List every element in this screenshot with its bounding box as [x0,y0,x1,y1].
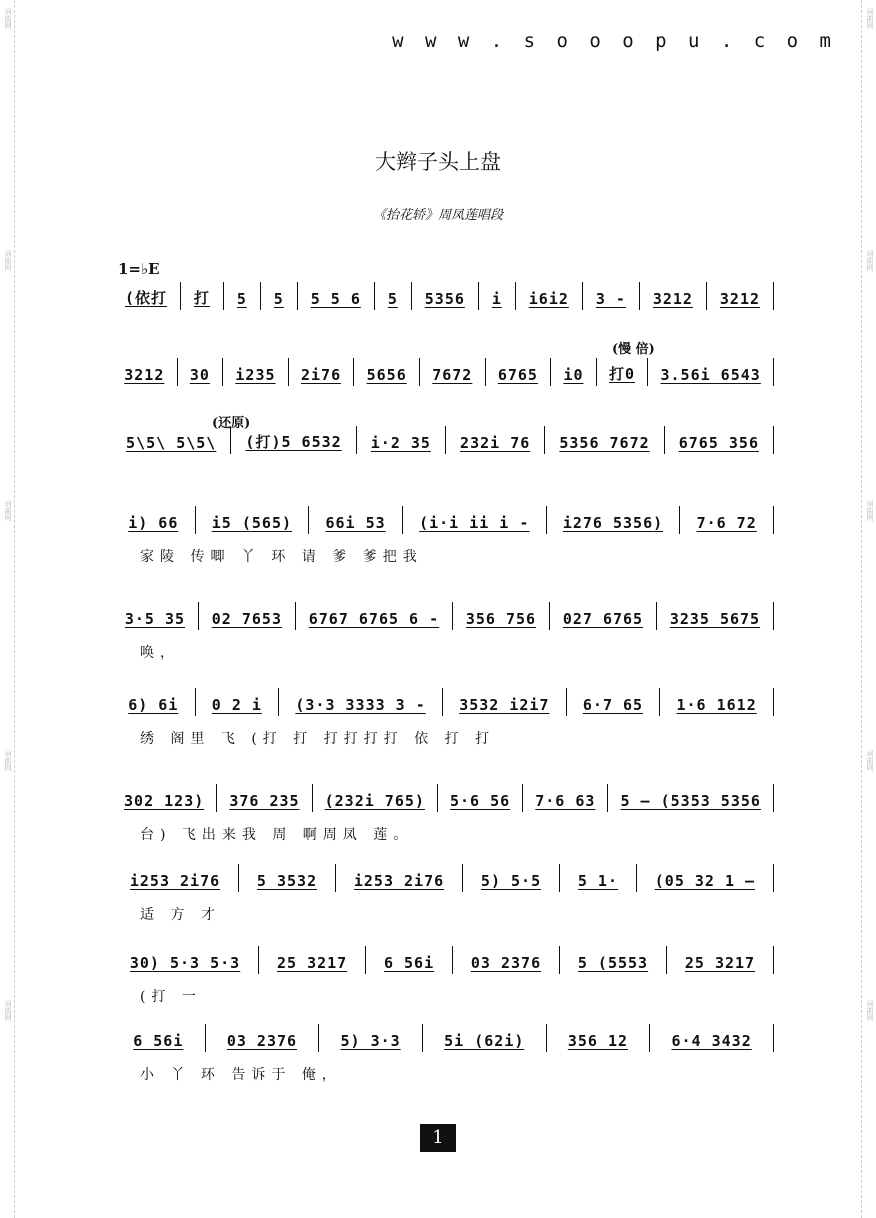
measure: 3212 [640,282,707,310]
measure: 30 [178,358,224,386]
measure: 6) 6i [112,688,196,716]
measure: 5356 7672 [545,426,664,454]
measure: 25 3217 [259,946,366,974]
measure: 02 7653 [199,602,296,630]
right-margin-strip [861,0,876,1218]
measure: 打0 [597,358,649,386]
measure: 3532 i2i7 [443,688,567,716]
measure: 232i 76 [446,426,545,454]
side-watermark-left: 词曲网 [4,500,12,521]
side-watermark-right: 词曲网 [866,8,874,29]
score-line [112,364,774,386]
score-line [112,790,774,812]
side-watermark-left: 词曲网 [4,250,12,271]
measure: 5356 [412,282,479,310]
measure: 7·6 72 [680,506,774,534]
measure: 5656 [354,358,420,386]
measure: 5 (5553 [560,946,667,974]
measure: 6765 [486,358,552,386]
measure: (i·i ii i - [403,506,547,534]
measure: 5 [261,282,298,310]
measure: 0 2 i [196,688,280,716]
side-watermark-left: 词曲网 [4,1000,12,1021]
measure: 30) 5·3 5·3 [112,946,259,974]
left-margin-strip [0,0,15,1218]
measure: i5 (565) [196,506,310,534]
measure: 5\5\ 5\5\ [112,426,231,454]
measure: 打 [181,282,224,310]
lyric-line: 家陵 传唧 丫 环 请 爹 爹把我 [140,549,423,565]
measure: 6767 6765 6 - [296,602,453,630]
tempo-annotation-slow: (慢 倍) [612,342,655,357]
lyric-line: 小 丫 环 告诉于 俺， [140,1067,342,1083]
measure: 356 12 [547,1024,651,1052]
measure: 3.56i 6543 [648,358,774,386]
measure: i) 66 [112,506,196,534]
score-line [112,432,774,454]
measure: 3212 [112,358,178,386]
measure: (打)5 6532 [231,426,356,454]
measure: (232i 765) [313,784,438,812]
measure: 5i (62i) [423,1024,547,1052]
measure: i235 [223,358,289,386]
measure: 25 3217 [667,946,774,974]
measure: i253 2i76 [112,864,239,892]
measure: i0 [551,358,597,386]
measure: 3 - [583,282,640,310]
measure: 5 [375,282,412,310]
score-line [112,870,774,892]
measure: i6i2 [516,282,583,310]
score-line [112,952,774,974]
measure: 5) 3·3 [319,1024,423,1052]
measure: 027 6765 [550,602,657,630]
site-url: w w w . s o o o p u . c o m [392,30,836,52]
measure: i·2 35 [357,426,446,454]
measure: (3·3 3333 3 - [279,688,443,716]
measure: 6·7 65 [567,688,661,716]
measure: 5 — (5353 5356 [608,784,774,812]
measure: i276 5356) [547,506,681,534]
measure: 356 756 [453,602,550,630]
song-title: 大辫子头上盘 [375,150,501,174]
side-watermark-right: 词曲网 [866,250,874,271]
measure: 03 2376 [453,946,560,974]
measure: i253 2i76 [336,864,463,892]
measure: 6·4 3432 [650,1024,774,1052]
measure: 302 123) [112,784,217,812]
score-line [112,608,774,630]
measure: 1·6 1612 [660,688,774,716]
measure: 5 5 6 [298,282,375,310]
measure: (依打 [112,282,181,310]
tempo-annotation-restore: (还原) [212,416,251,431]
measure: 5 3532 [239,864,336,892]
measure: 3·5 35 [112,602,199,630]
lyric-line: 唤， [140,645,180,661]
score-line [112,1030,774,1052]
measure: i [479,282,516,310]
song-subtitle: 《抬花轿》周凤莲唱段 [372,208,503,223]
lyric-line: 台) 飞出来我 周 啊周凤 莲。 [140,827,414,843]
score-line [112,694,774,716]
measure: 5 1· [560,864,637,892]
measure: (05 32 1 — [637,864,774,892]
score-line [112,288,774,310]
lyric-line: 绣 阁里 飞 (打 打 打打打打 依 打 打 [140,731,496,747]
measure: 7672 [420,358,486,386]
measure: 5 [224,282,261,310]
side-watermark-right: 词曲网 [866,750,874,771]
measure: 03 2376 [206,1024,320,1052]
side-watermark-right: 词曲网 [866,500,874,521]
measure: 6 56i [366,946,453,974]
score-line [112,512,774,534]
measure: 66i 53 [309,506,403,534]
page-number: 1 [420,1124,456,1152]
key-signature: 1=♭E [118,260,160,278]
lyric-line: (打 一 [140,989,202,1005]
measure: 2i76 [289,358,355,386]
lyric-line: 适 方 才 [140,907,221,923]
measure: 5) 5·5 [463,864,560,892]
side-watermark-left: 词曲网 [4,8,12,29]
measure: 376 235 [217,784,312,812]
measure: 3235 5675 [657,602,774,630]
side-watermark-left: 词曲网 [4,750,12,771]
measure: 6 56i [112,1024,206,1052]
side-watermark-right: 词曲网 [866,1000,874,1021]
measure: 6765 356 [665,426,774,454]
measure: 7·6 63 [523,784,608,812]
measure: 3212 [707,282,774,310]
measure: 5·6 56 [438,784,523,812]
